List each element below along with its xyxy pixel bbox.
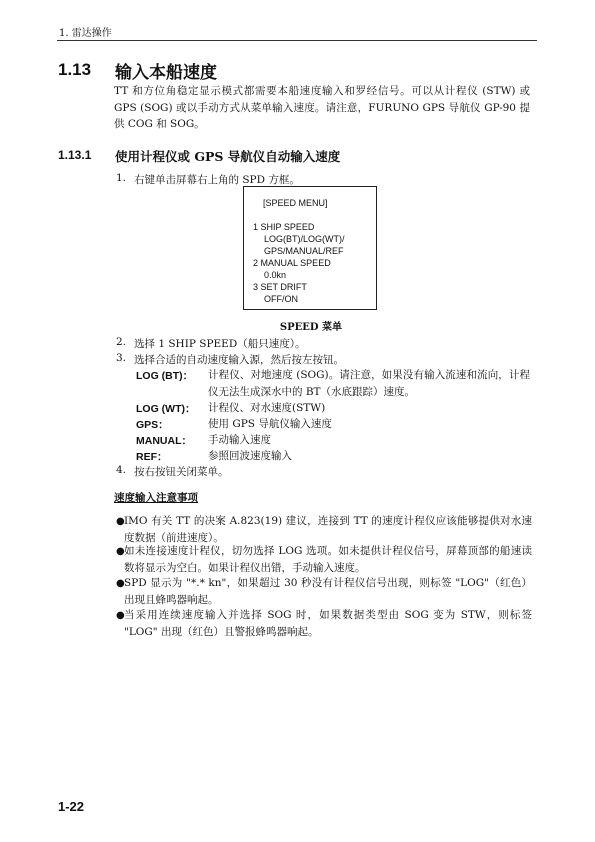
source-definition: 使用 GPS 导航仪输入速度: [208, 418, 332, 430]
menu-item-options: OFF/ON: [264, 294, 298, 304]
source-definition: 参照回波速度输入: [208, 450, 292, 462]
subsection-number: 1.13.1: [58, 148, 92, 162]
source-term: REF：: [136, 451, 168, 463]
source-definition: 手动输入速度: [208, 434, 271, 446]
menu-item-value: 0.0kn: [264, 270, 287, 280]
step-text: 右键单击屏幕右上角的 SPD 方框。: [134, 174, 300, 186]
note-item: 当采用连续速度输入并选择 SOG 时，如果数据类型由 SOG 变为 STW，则标签 "LOG" 出现（红色）且警报蜂鸣器响起。: [124, 609, 532, 638]
source-term: LOG (WT)：: [136, 403, 196, 415]
step-number: 4.: [116, 464, 127, 476]
step-text: 选择 1 SHIP SPEED（船只速度）。: [134, 338, 306, 350]
header-rule: [57, 40, 537, 41]
section-intro: TT 和方位角稳定显示模式都需要本船速度输入和罗经信号。可以从计程仪 (STW) 或 GPS (SOG) 或以手动方式从菜单输入速度。请注意，FURUNO GPS 导航仪 GP-90 提供 COG 和 SOG。: [114, 85, 530, 130]
source-definition: 计程仪、对水速度(STW): [208, 402, 326, 414]
notes-heading: 速度输入注意事项: [114, 492, 198, 504]
step-text: 按右按钮关闭菜单。: [134, 466, 229, 478]
menu-title: [SPEED MENU]: [263, 198, 328, 208]
section-title: 输入本船速度: [115, 63, 217, 83]
speed-menu-box: [243, 186, 377, 310]
note-item: 如未连接速度计程仪，切勿选择 LOG 选项。如未提供计程仪信号，屏幕顶部的船速读数将显示为空白。如果计程仪出错，手动输入速度。: [124, 545, 532, 574]
source-term: MANUAL：: [136, 435, 192, 447]
menu-caption: SPEED 菜单: [279, 322, 343, 333]
page-number: 1-22: [58, 799, 85, 814]
step-number: 2.: [116, 336, 127, 348]
section-number: 1.13: [58, 60, 92, 79]
bullet-icon: ●: [116, 610, 125, 621]
menu-item: 2 MANUAL SPEED: [253, 258, 331, 268]
source-definition: 计程仪、对地速度 (SOG)。请注意，如果没有输入流速和流向，计程仪无法生成深水中的 BT（水底跟踪）速度。: [208, 369, 530, 398]
bullet-icon: ●: [116, 546, 125, 557]
step-number: 1.: [116, 172, 127, 184]
source-term: GPS：: [136, 419, 169, 431]
running-header: 1. 雷达操作: [59, 28, 112, 39]
subsection-title: 使用计程仪或 GPS 导航仪自动输入速度: [115, 149, 341, 164]
menu-item: 3 SET DRIFT: [253, 282, 307, 292]
step-text: 选择合适的自动速度输入源，然后按左按钮。: [134, 354, 344, 366]
menu-item-options: LOG(BT)/LOG(WT)/: [264, 234, 345, 244]
bullet-icon: ●: [116, 578, 125, 589]
note-item: IMO 有关 TT 的决案 A.823(19) 建议，连接到 TT 的速度计程仪应该能够提供对水速度数据（前进速度）。: [124, 515, 532, 544]
note-item: SPD 显示为 "*.* kn"，如果超过 30 秒没有计程仪信号出现，则标签 "LOG"（红色）出现且蜂鸣器响起。: [124, 577, 532, 606]
menu-item-options: GPS/MANUAL/REF: [264, 246, 344, 256]
step-number: 3.: [116, 352, 127, 364]
bullet-icon: ●: [116, 516, 125, 527]
source-term: LOG (BT)：: [136, 370, 194, 382]
menu-item: 1 SHIP SPEED: [253, 222, 315, 232]
